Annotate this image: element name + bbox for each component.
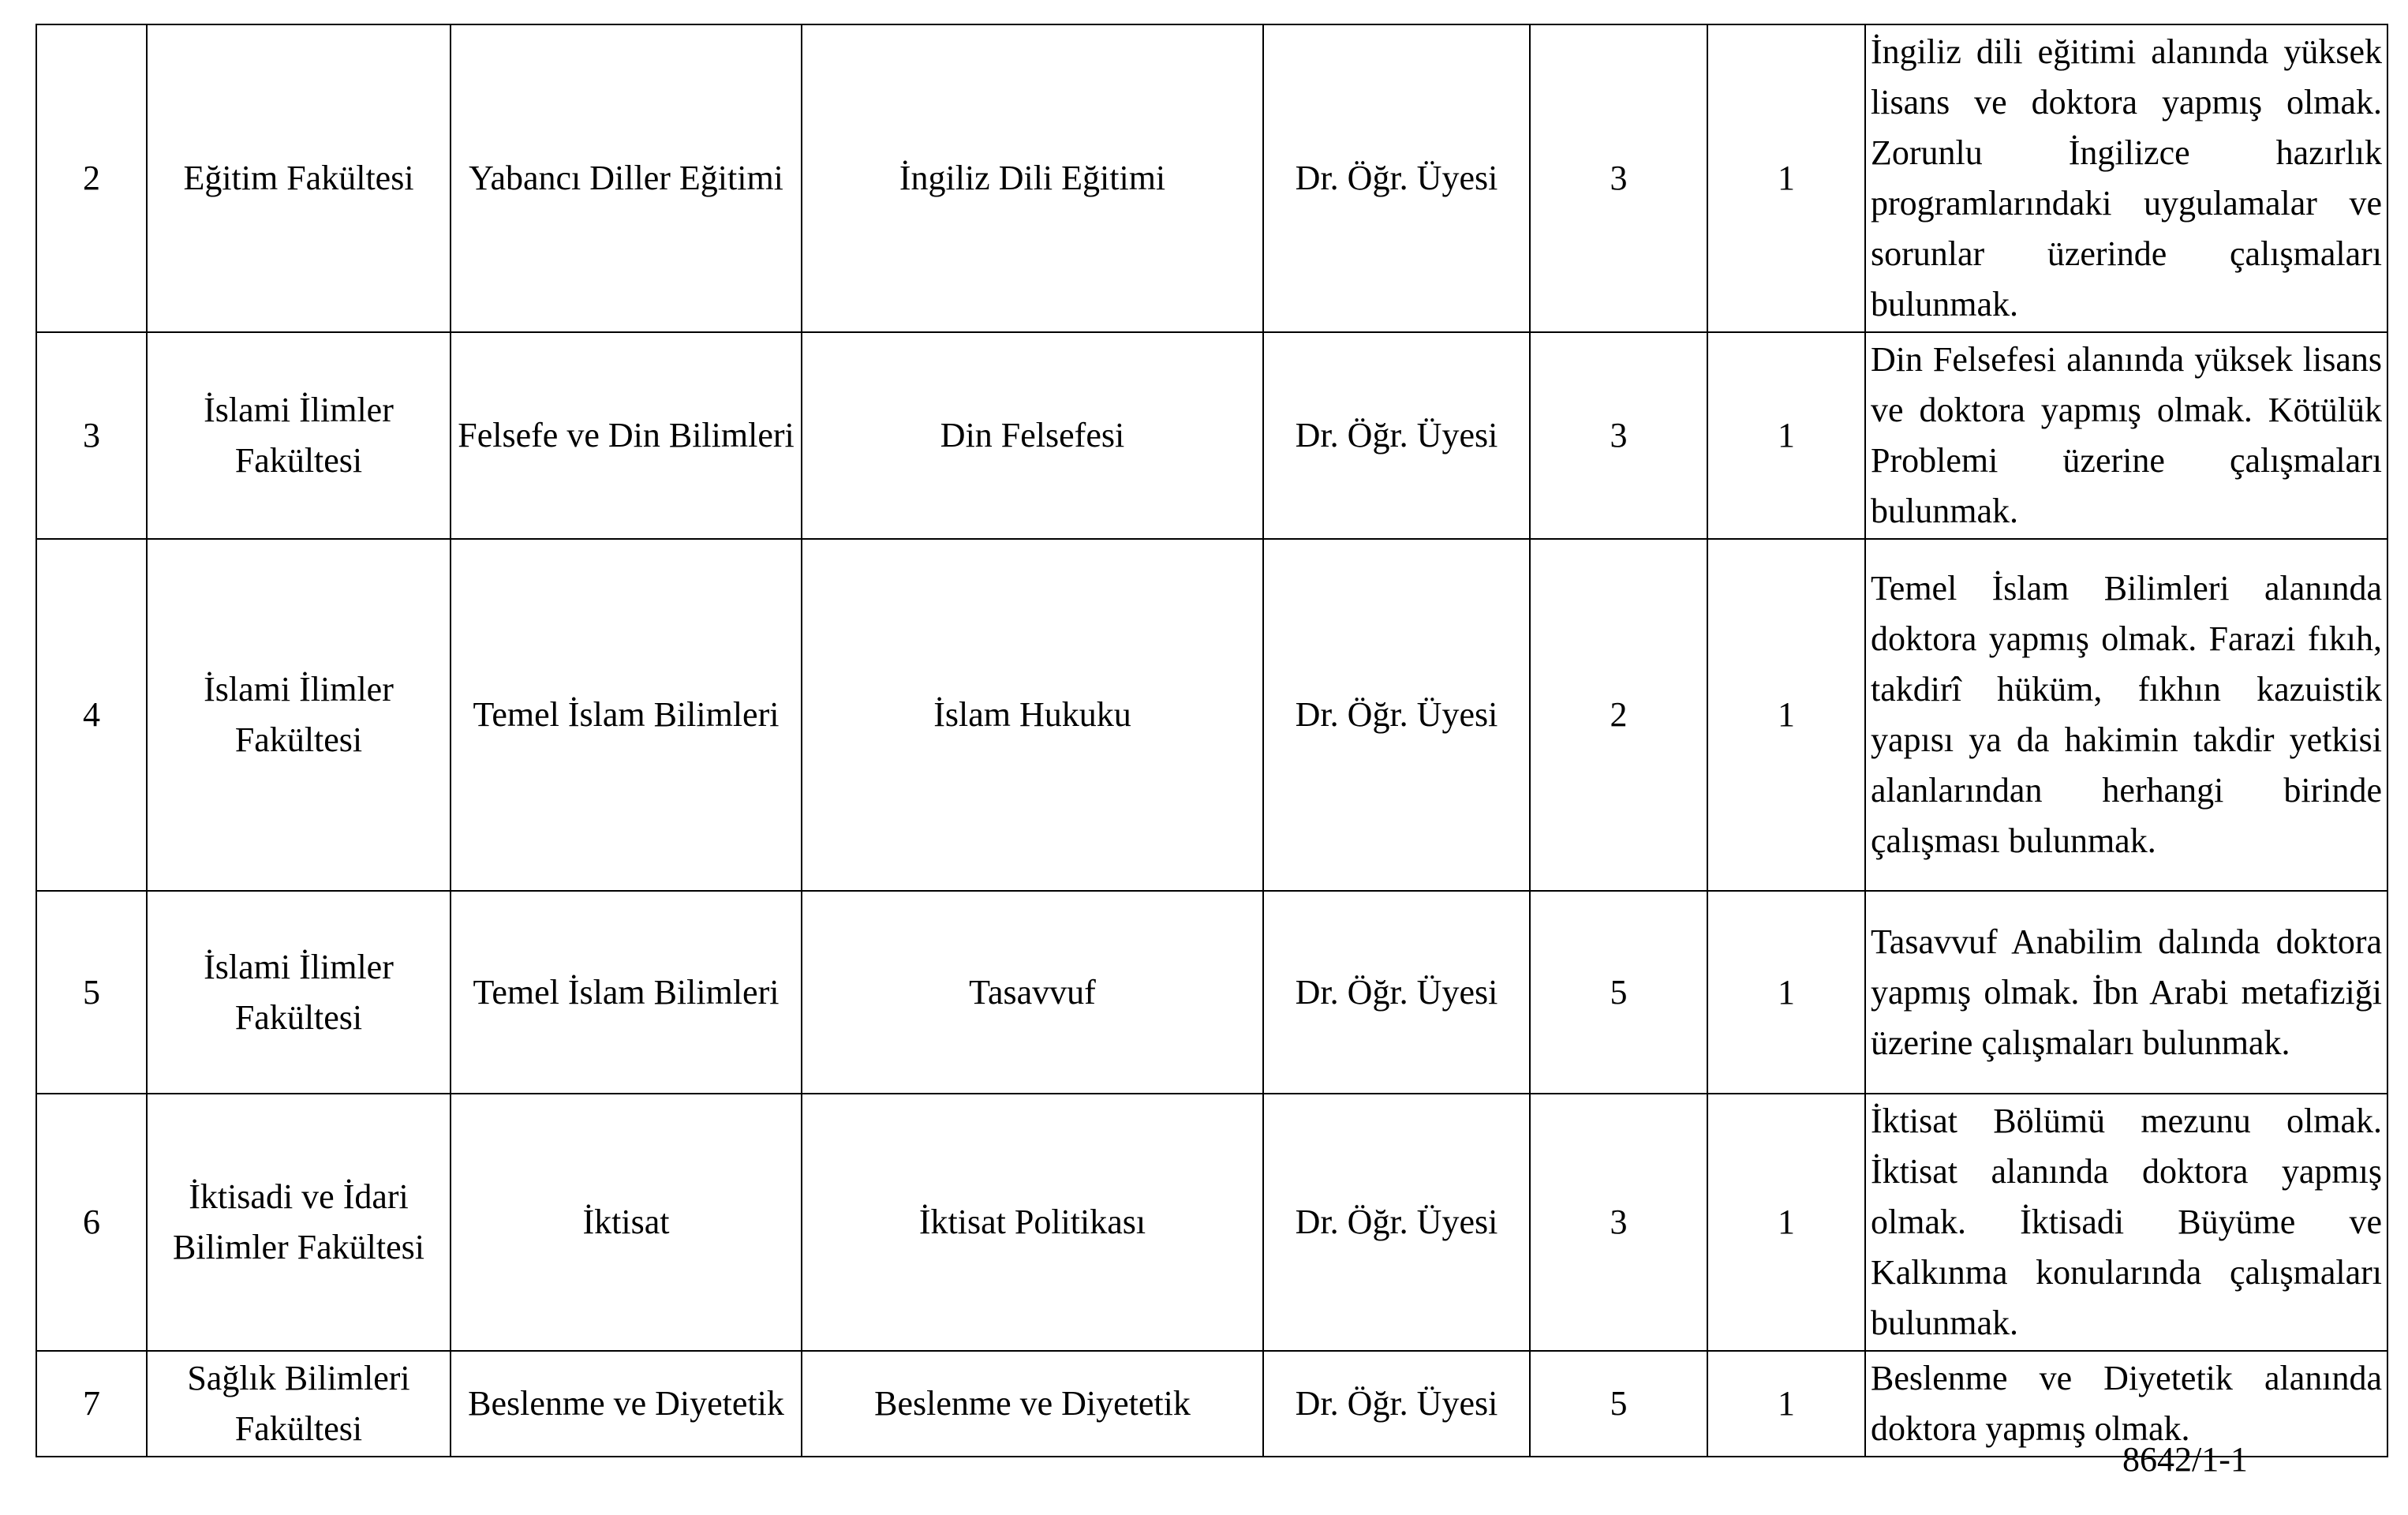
document-code: 8642/1-1: [2122, 1440, 2248, 1479]
faculty-cell: İslami İlimler Fakültesi: [147, 891, 451, 1094]
row-number-cell: 5: [36, 891, 147, 1094]
department-cell: Beslenme ve Diyetetik: [451, 1351, 802, 1457]
degree-cell: 2: [1530, 539, 1707, 891]
faculty-cell: Sağlık Bilimleri Fakültesi: [147, 1351, 451, 1457]
program-cell: Din Felsefesi: [802, 332, 1263, 539]
table-row: [36, 539, 2387, 891]
title-cell: Dr. Öğr. Üyesi: [1263, 1351, 1530, 1457]
degree-cell: 3: [1530, 1094, 1707, 1351]
program-cell: Beslenme ve Diyetetik: [802, 1351, 1263, 1457]
degree-cell: 3: [1530, 24, 1707, 332]
faculty-cell: İslami İlimler Fakültesi: [147, 332, 451, 539]
title-cell: Dr. Öğr. Üyesi: [1263, 891, 1530, 1094]
description-cell: İngiliz dili eğitimi alanında yüksek lisans ve doktora yapmış olmak. Zorunlu İngilizce hazırlık programlarındaki uygulamalar ve sorunlar üzerinde çalışmaları bulunmak.: [1865, 24, 2387, 332]
department-cell: İktisat: [451, 1094, 802, 1351]
title-cell: Dr. Öğr. Üyesi: [1263, 539, 1530, 891]
description-cell: Beslenme ve Diyetetik alanında doktora yapmış olmak.: [1865, 1351, 2387, 1457]
description-cell: Tasavvuf Anabilim dalında doktora yapmış olmak. İbn Arabi metafiziği üzerine çalışmaları bulunmak.: [1865, 891, 2387, 1094]
degree-cell: 3: [1530, 332, 1707, 539]
program-cell: İktisat Politikası: [802, 1094, 1263, 1351]
program-cell: Tasavvuf: [802, 891, 1263, 1094]
program-cell: İngiliz Dili Eğitimi: [802, 24, 1263, 332]
table-row: [36, 891, 2387, 1094]
description-cell: Din Felsefesi alanında yüksek lisans ve doktora yapmış olmak. Kötülük Problemi üzerine çalışmaları bulunmak.: [1865, 332, 2387, 539]
degree-cell: 5: [1530, 1351, 1707, 1457]
degree-cell: 5: [1530, 891, 1707, 1094]
title-cell: Dr. Öğr. Üyesi: [1263, 1094, 1530, 1351]
faculty-cell: İslami İlimler Fakültesi: [147, 539, 451, 891]
row-number-cell: 6: [36, 1094, 147, 1351]
table-row: [36, 1351, 2387, 1457]
positions-table: [36, 24, 2388, 1457]
program-cell: İslam Hukuku: [802, 539, 1263, 891]
title-cell: Dr. Öğr. Üyesi: [1263, 332, 1530, 539]
row-number-cell: 2: [36, 24, 147, 332]
count-cell: 1: [1707, 891, 1865, 1094]
faculty-cell: İktisadi ve İdari Bilimler Fakültesi: [147, 1094, 451, 1351]
description-cell: İktisat Bölümü mezunu olmak. İktisat alanında doktora yapmış olmak. İktisadi Büyüme ve Kalkınma konularında çalışmaları bulunmak.: [1865, 1094, 2387, 1351]
description-cell: Temel İslam Bilimleri alanında doktora yapmış olmak. Farazi fıkıh, takdirî hüküm, fıkhın kazuistik yapısı ya da hakimin takdir yetkisi alanlarından herhangi birinde çalışması bulunmak.: [1865, 539, 2387, 891]
faculty-cell: Eğitim Fakültesi: [147, 24, 451, 332]
department-cell: Temel İslam Bilimleri: [451, 539, 802, 891]
row-number-cell: 3: [36, 332, 147, 539]
table-row: [36, 332, 2387, 539]
count-cell: 1: [1707, 1351, 1865, 1457]
title-cell: Dr. Öğr. Üyesi: [1263, 24, 1530, 332]
department-cell: Temel İslam Bilimleri: [451, 891, 802, 1094]
count-cell: 1: [1707, 24, 1865, 332]
table-row: [36, 24, 2387, 332]
count-cell: 1: [1707, 539, 1865, 891]
count-cell: 1: [1707, 332, 1865, 539]
row-number-cell: 4: [36, 539, 147, 891]
row-number-cell: 7: [36, 1351, 147, 1457]
table-row: [36, 1094, 2387, 1351]
department-cell: Yabancı Diller Eğitimi: [451, 24, 802, 332]
count-cell: 1: [1707, 1094, 1865, 1351]
department-cell: Felsefe ve Din Bilimleri: [451, 332, 802, 539]
